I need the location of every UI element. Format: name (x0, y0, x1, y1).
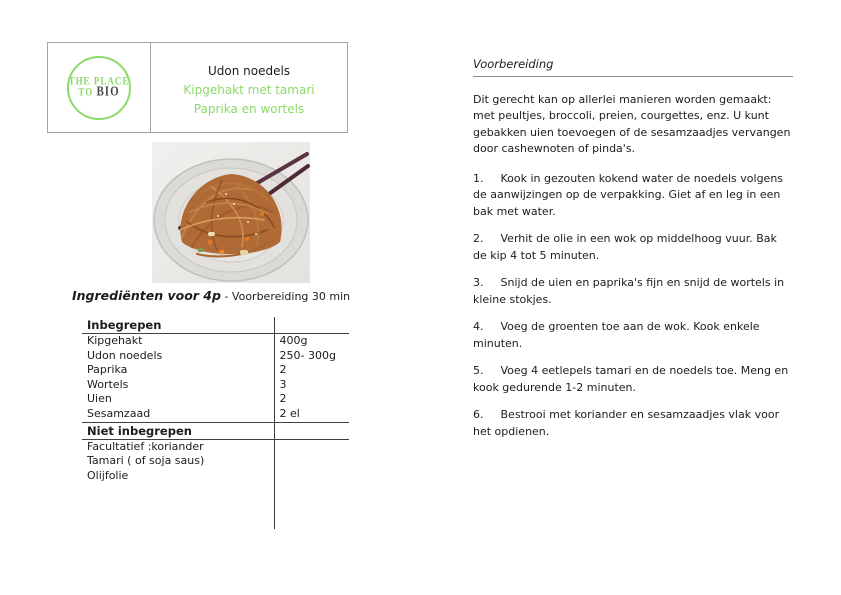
instruction-step (473, 171, 793, 221)
ingredient-qty (274, 439, 349, 454)
step-text: Kook in gezouten kokend water de noedels volgens de aanwijzingen op de verpakking. Giet af en leg in een bak met water. (473, 171, 784, 218)
table-section-not-included (82, 422, 349, 439)
step-number: 3. (473, 276, 484, 289)
step-text: Voeg 4 eetlepels tamari en de noedels toe. Meng en kook gedurende 1-2 minuten. (473, 364, 789, 394)
step-text: Bestrooi met koriander en sesamzaadjes vlak voor het opdienen. (473, 408, 780, 438)
not-included-header-qty (274, 422, 349, 439)
ingredients-table (82, 317, 349, 529)
filler-cell (82, 483, 274, 529)
table-row (82, 392, 349, 407)
ingredient-name: Sesamzaad (87, 406, 151, 420)
instruction-step (473, 407, 793, 440)
table-row (82, 334, 349, 349)
step-number: 2. (473, 232, 484, 245)
instructions-intro: Dit gerecht kan op allerlei manieren worden gemaakt: met peultjes, broccoli, preien, courgettes, enz. U kunt gebakken uien toevoegen of de sesamzaadjes vervangen door cashewnoten of pinda's. (473, 92, 791, 155)
logo-line2 (78, 85, 119, 101)
ingredient-qty: 2 el (274, 407, 349, 422)
ingredients-heading (72, 288, 350, 303)
instruction-step (473, 319, 793, 352)
logo-bio: BIO (96, 84, 120, 100)
step-number: 1. (473, 171, 484, 185)
ingredient-qty: 250- 300g (274, 349, 349, 364)
recipe-title-line2: Kipgehakt met tamari (183, 83, 315, 97)
table-row (82, 407, 349, 422)
recipe-title-block (151, 43, 347, 132)
ingredient-name: Kipgehakt (87, 334, 143, 347)
instruction-step (473, 275, 793, 308)
step-text: Verhit de olie in een wok op middelhoog vuur. Bak de kip 4 tot 5 minuten. (473, 232, 777, 262)
recipe-photo (152, 142, 310, 283)
logo-to: TO (78, 86, 94, 99)
instructions-column (473, 56, 793, 451)
ingredient-qty: 2 (274, 392, 349, 407)
ingredient-name: Udon noedels (87, 348, 163, 362)
ingredient-qty (274, 454, 349, 469)
logo-cell (48, 43, 151, 132)
table-section-included (82, 317, 349, 334)
ingredient-name: Uien (87, 392, 112, 406)
logo-line1: THE PLACE (68, 74, 130, 88)
included-header-qty (274, 317, 349, 334)
instruction-step (473, 363, 793, 396)
udon-dish-illustration (152, 142, 310, 283)
table-row (82, 349, 349, 364)
ingredient-name: Olijfolie (87, 468, 129, 482)
table-row (82, 469, 349, 484)
recipe-title-line1: Udon noedels (207, 64, 291, 78)
ingredients-heading-time: - Voorbereiding 30 min (220, 290, 351, 303)
instructions-heading: Voorbereiding (473, 56, 793, 77)
table-filler-row (82, 483, 349, 529)
filler-cell-qty (274, 483, 349, 529)
not-included-header: Niet inbegrepen (82, 422, 274, 439)
ingredient-qty: 2 (274, 363, 349, 378)
ingredient-qty (274, 469, 349, 484)
ingredient-name: Paprika (87, 363, 128, 377)
instruction-step (473, 231, 793, 264)
step-text: Voeg de groenten toe aan de wok. Kook enkele minuten. (473, 320, 760, 350)
ingredient-name: Tamari ( of soja saus) (87, 454, 205, 468)
table-row (82, 454, 349, 469)
table-row (82, 378, 349, 393)
included-header: Inbegrepen (82, 317, 274, 334)
step-number: 4. (473, 320, 484, 333)
the-place-to-bio-logo (67, 56, 131, 120)
table-row (82, 439, 349, 454)
step-number: 5. (473, 364, 484, 377)
step-text: Snijd de uien en paprika's fijn en snijd de wortels in kleine stokjes. (473, 276, 785, 306)
ingredient-qty: 3 (274, 378, 349, 393)
ingredient-name: Wortels (87, 377, 129, 391)
ingredients-heading-servings: Ingrediënten voor 4p (72, 288, 221, 303)
ingredient-qty: 400g (274, 334, 349, 349)
recipe-title-line3: Paprika en wortels (193, 102, 305, 116)
header-box (47, 42, 348, 133)
table-row (82, 363, 349, 378)
ingredient-name: Facultatief :koriander (87, 439, 204, 453)
step-number: 6. (473, 408, 484, 421)
